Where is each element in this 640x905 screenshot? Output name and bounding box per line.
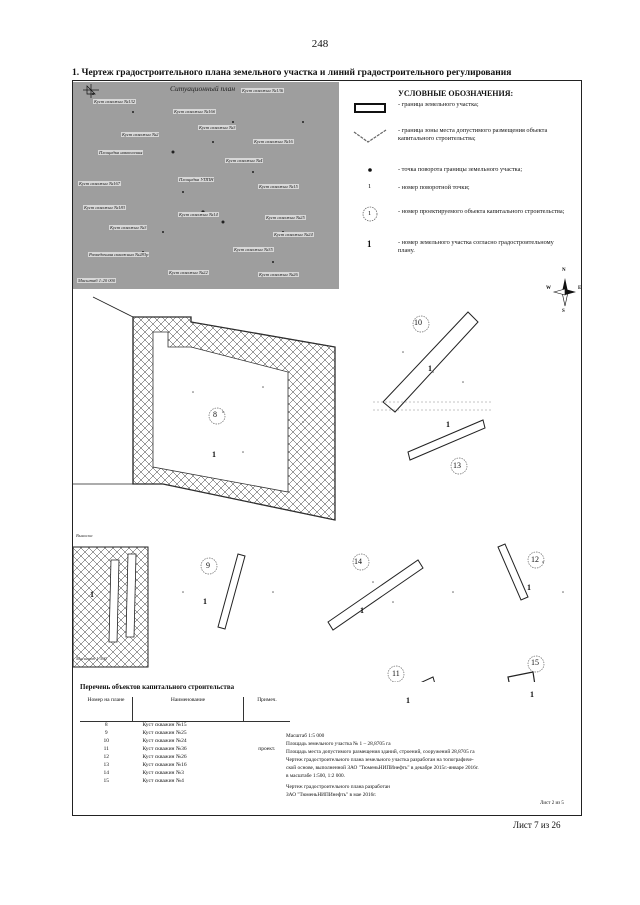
note-line: Масштаб 1:5 000 — [286, 733, 325, 739]
table-row: 15 Куст скважин №4 — [103, 778, 184, 784]
note-line: Чертеж градостроительного плана разработан — [286, 784, 391, 790]
plot-label: 1 — [203, 597, 207, 606]
site-drawing — [73, 292, 581, 682]
situation-label: Куст скважин №24 — [274, 232, 313, 237]
plot-label: 1 — [212, 450, 216, 459]
legend-title: УСЛОВНЫЕ ОБОЗНАЧЕНИЯ: — [398, 89, 514, 98]
situation-scale: Масштаб 1:20 000 — [78, 278, 116, 283]
situation-label: Куст скважин №35 — [234, 247, 273, 252]
zone-number-15: 15 — [531, 658, 539, 667]
situation-label: Площадка накопления — [99, 150, 143, 155]
zone-number-9: 9 — [206, 561, 210, 570]
table-row: 11 Куст скважин №36 проект. — [80, 746, 290, 754]
situation-label: Куст скважин №16 — [254, 139, 293, 144]
legend-item: - граница земельного участка; — [398, 101, 479, 108]
zone-number-14: 14 — [354, 557, 362, 566]
situation-title: Ситуационный план — [170, 84, 236, 93]
note-line: Чертеж градостроительного плана земельного участка разработан на топографиче- — [286, 757, 474, 763]
table-row: 13 Куст скважин №16 — [103, 762, 187, 768]
situation-label: Куст скважин №22 — [169, 270, 208, 275]
document-title: 1. Чертеж градостроительного плана земельного участка и линий градостроительного регулирования — [72, 68, 512, 78]
note-line: ЗАО "ТюменьНИПИнефть" в мае 2016г. — [286, 792, 377, 798]
plot-label: 1 — [527, 583, 531, 592]
situation-label: Площадка УППН — [179, 177, 214, 182]
plot-label: 1 — [406, 696, 410, 705]
plot-label: 1 — [530, 690, 534, 699]
zone-number-10: 10 — [414, 318, 422, 327]
legend-point-number: 1 — [368, 183, 372, 190]
situation-label: Куст скважин №183 — [84, 205, 126, 210]
table-row: 9 Куст скважин №25 — [104, 730, 187, 736]
note-line: ской основе, выполненной ЗАО "ТюменьНИПИнефть" в декабре 2015г.-январе 2016г. — [286, 765, 479, 771]
table-header: Номер на плане — [80, 697, 133, 722]
objects-table — [80, 697, 290, 786]
table-row: 8 Куст скважин №15 — [104, 722, 187, 728]
drawing-scale-label: Масштаб 1:500 — [76, 656, 107, 661]
situation-label: Куст скважин №26 — [259, 272, 298, 277]
zone-number-8: 8 — [213, 410, 217, 419]
note-line: в масштабе 1:500, 1:2 000. — [286, 773, 346, 779]
compass-s: S — [562, 309, 565, 314]
page-footer: Лист 7 из 26 — [513, 820, 561, 830]
legend-item: - номер поворотной точки; — [398, 184, 470, 191]
situation-label: Разведочная скважина №283р — [89, 252, 149, 257]
objects-title: Перечень объектов капитального строительства — [80, 683, 235, 691]
zone-number-13: 13 — [453, 461, 461, 470]
legend-item: - номер земельного участка согласно градостроительному плану. — [398, 239, 554, 254]
table-header: Наименование — [133, 697, 244, 722]
legend-symbols — [350, 100, 395, 260]
zone-9-plot — [218, 554, 245, 629]
zone-12-plot — [498, 544, 528, 600]
plot-label: 1 — [90, 590, 94, 599]
zone-8-plot — [73, 297, 335, 520]
zone-14-plot — [328, 560, 423, 630]
situation-label: Куст скважин №16б — [174, 109, 216, 114]
legend-item: - граница зоны места допустимого размещения объекта капитального строительства; — [398, 127, 548, 142]
plot-label: 1 — [360, 606, 364, 615]
legend-item: - номер проектируемого объекта капитального строительства; — [398, 208, 565, 215]
situation-label: Куст скважин №167 — [79, 181, 121, 186]
compass-w: W — [546, 286, 551, 291]
note-line: Площадь места допустимого размещения зданий, строений, сооружений 28,8705 га — [286, 749, 475, 755]
zone-13-plot — [373, 410, 493, 460]
situation-label: Куст скважин №15 — [259, 184, 298, 189]
zone-10-plot — [373, 312, 493, 412]
legend-item: - точка поворота границы земельного участка; — [398, 166, 523, 173]
compass-e: E — [578, 286, 582, 291]
vynoska-label: Выноска — [76, 533, 93, 538]
sheet-number: Лист 2 из 5 — [540, 801, 564, 806]
zone-bottom-left-plot — [73, 547, 148, 667]
situation-label: Куст скважин №14 — [179, 212, 218, 217]
legend-plot-number: 1 — [367, 239, 372, 249]
situation-label: Куст скважин №4 — [226, 158, 263, 163]
zone-number-11: 11 — [392, 669, 400, 678]
table-row: 12 Куст скважин №26 — [103, 754, 187, 760]
situation-label: Куст скважин №3 — [110, 225, 147, 230]
note-line: Площадь земельного участка № 1 – 28,8705 га — [286, 741, 391, 747]
situation-plan — [73, 82, 339, 289]
situation-label: Куст скважин №3 — [199, 125, 236, 130]
table-row: 14 Куст скважин №3 — [103, 770, 184, 776]
situation-label: Куст скважин №136 — [242, 88, 284, 93]
page-number: 248 — [311, 38, 329, 50]
zone-number-12: 12 — [531, 555, 539, 564]
table-header: Примеч. — [244, 697, 291, 722]
situation-label: Куст скважин №2 — [122, 132, 159, 137]
table-row: 10 Куст скважин №24 — [103, 738, 187, 744]
plot-label: 1 — [428, 364, 432, 373]
compass-n: N — [562, 268, 566, 273]
zone-15-plot — [508, 672, 539, 682]
situation-label: Куст скважин №25 — [266, 215, 305, 220]
legend-object-number: 1 — [368, 210, 372, 217]
situation-label: Куст скважин №132 — [94, 99, 136, 104]
plot-label: 1 — [446, 420, 450, 429]
objects-note: проект. — [258, 746, 276, 752]
